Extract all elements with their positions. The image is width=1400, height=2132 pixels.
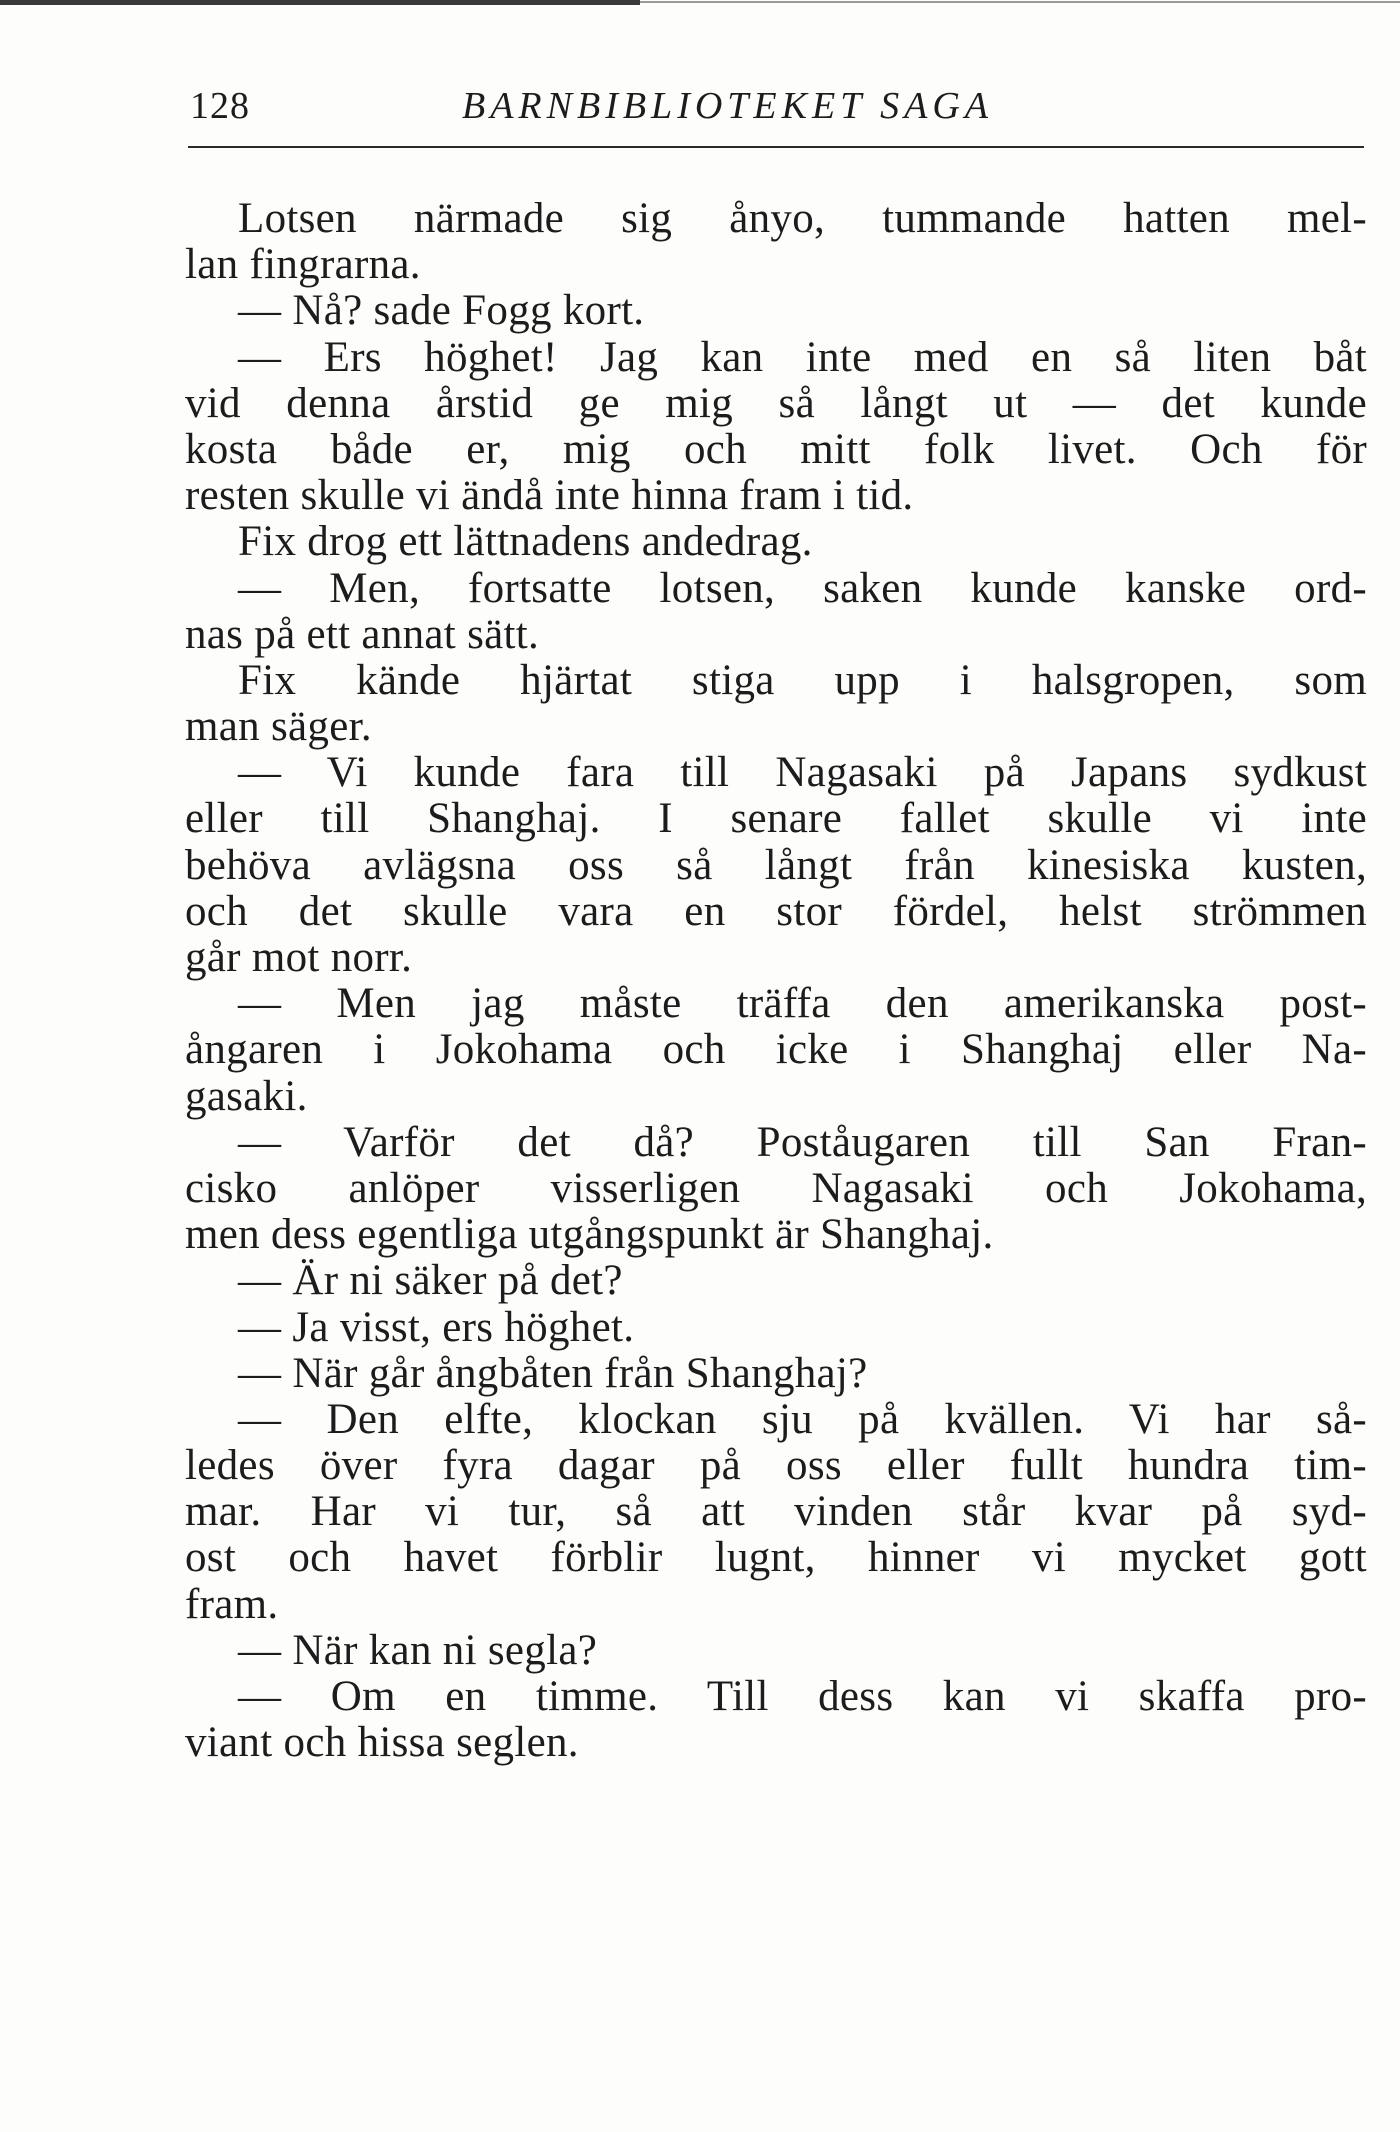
running-head	[190, 78, 1364, 138]
text-line: — Om en timme. Till dess kan vi skaffa pro-	[238, 1673, 1367, 1720]
book-title: BARNBIBLIOTEKET SAGA	[462, 85, 994, 127]
text-line: ångaren i Jokohama och icke i Shanghaj eller Na-	[185, 1026, 1367, 1074]
text-line: — Men jag måste träffa den amerikanska post-	[238, 980, 1367, 1028]
text-line: — När kan ni segla?	[238, 1626, 598, 1674]
text-line: cisko anlöper visserligen Nagasaki och Jokohama,	[185, 1164, 1367, 1212]
text-line: Fix kände hjärtat stiga upp i halsgropen, som	[238, 656, 1367, 704]
text-line: — Den elfte, klockan sju på kvällen. Vi har så-	[238, 1395, 1367, 1443]
text-line: behöva avlägsna oss så långt från kinesiska kusten,	[185, 841, 1367, 889]
text-line: ledes över fyra dagar på oss eller fullt hundra tim-	[185, 1442, 1367, 1490]
body-text	[185, 196, 1367, 1766]
scan-top-edge-faint	[640, 1, 1400, 3]
page-number: 128	[190, 85, 250, 127]
text-line: gasaki.	[185, 1072, 308, 1120]
text-line: — Ers höghet! Jag kan inte med en så liten båt	[238, 333, 1367, 381]
text-line: ost och havet förblir lugnt, hinner vi mycket gott	[185, 1534, 1367, 1582]
text-line: — Men, fortsatte lotsen, saken kunde kanske ord-	[238, 564, 1367, 612]
text-line: fram.	[185, 1580, 279, 1628]
text-line: — Är ni säker på det?	[238, 1257, 623, 1305]
text-line: lan fingrarna.	[185, 241, 421, 289]
text-line: resten skulle vi ändå inte hinna fram i tid.	[185, 472, 914, 520]
text-line: viant och hissa seglen.	[185, 1719, 579, 1767]
header-rule	[188, 146, 1364, 148]
text-line: vid denna årstid ge mig så långt ut — det kunde	[185, 379, 1367, 427]
scan-top-edge	[0, 0, 640, 5]
text-line: — Varför det då? Poståugaren till San Fran-	[238, 1118, 1367, 1166]
text-line: Fix drog ett lättnadens andedrag.	[238, 518, 813, 566]
text-line: Lotsen närmade sig ånyo, tummande hatten mel-	[238, 195, 1367, 242]
text-line: men dess egentliga utgångspunkt är Shanghaj.	[185, 1211, 994, 1259]
text-line: mar. Har vi tur, så att vinden står kvar på syd-	[185, 1488, 1367, 1536]
text-line: kosta både er, mig och mitt folk livet. Och för	[185, 425, 1367, 473]
text-line: — Nå? sade Fogg kort.	[238, 287, 645, 335]
text-line: — Ja visst, ers höghet.	[238, 1303, 635, 1351]
text-line: går mot norr.	[185, 934, 413, 981]
text-line: — När går ångbåten från Shanghaj?	[238, 1349, 868, 1397]
text-line: nas på ett annat sätt.	[185, 610, 540, 658]
text-line: och det skulle vara en stor fördel, helst strömmen	[185, 887, 1367, 935]
text-line: — Vi kunde fara till Nagasaki på Japans sydkust	[238, 749, 1367, 797]
text-line: eller till Shanghaj. I senare fallet skulle vi inte	[185, 795, 1367, 843]
text-line: man säger.	[185, 703, 372, 751]
